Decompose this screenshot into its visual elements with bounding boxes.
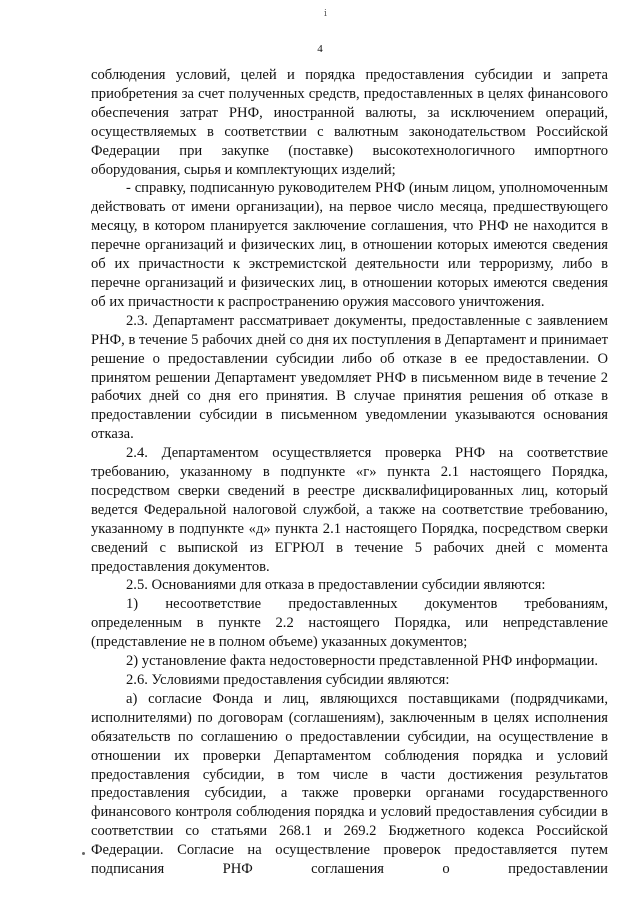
paragraph-certificate-item: - справку, подписанную руководителем РНФ (иным лицом, уполномоченным действовать от имени организации), на первое число месяца, предшествующего месяцу, в котором планируется заключение соглашения, что РНФ не находится в перечне организаций и физических лиц, в отношении которых имеются сведения об их причастности к экстремистской деятельности или терроризму, либо в перечне организаций и физических лиц, в отношении которых имеются сведения об их причастности к распространению оружия массового уничтожения. — [91, 180, 608, 310]
paragraph-2-4: 2.4. Департаментом осуществляется проверка РНФ на соответствие требованию, указанному в подпункте «г» пункта 2.1 настоящего Порядка, посредством сверки сведений в реестре дисквалифицированных лиц, который ведется Федеральной налоговой службой, а также на соответствие требованию, указанному в подпункте «д» пункта 2.1 настоящего Порядка, посредством сверки сведений с выпиской из ЕГРЮЛ в течение 5 рабочих дней с момента предоставления документов. — [91, 445, 608, 575]
paragraph-2-6-item-a: а) согласие Фонда и лиц, являющихся поставщиками (подрядчиками, исполнителями) по договорам (соглашениям), заключенным в целях исполнения обязательств по соглашению о предоставлении субсидии, на осуществление в отношении их проверки Департаментом соблюдения порядка и условий предоставления субсидии, в том числе в части достижения результатов предоставления субсидии, а также проверки органами государственного финансового контроля соблюдения порядка и условий предоставления субсидии в соответствии со статьями 268.1 и 269.2 Бюджетного кодекса Российской Федерации. Согласие на осуществление проверок предоставляется путем подписания РНФ соглашения о предоставлении — [91, 690, 608, 878]
document-body — [91, 66, 608, 879]
paragraph-conditions-continued: соблюдения условий, целей и порядка предоставления субсидии и запрета приобретения за счет полученных средств, предоставленных в целях финансового обеспечения затрат РНФ, иностранной валюты, за исключением операций, осуществляемых в соответствии с валютным законодательством Российской Федерации при закупке (поставке) высокотехнологичного импортного оборудования, сырья и комплектующих изделий; — [91, 67, 608, 178]
paragraph-2-3: 2.3. Департамент рассматривает документы, предоставленные с заявлением РНФ, в течение 5 рабочих дней со дня их поступления в Департамент и принимает решение о предоставлении субсидии либо об отказе в ее предоставлении. О принятом решении Департамент уведомляет РНФ в письменном виде в течение 2 рабочих дней со дня его принятия. В случае принятия решения об отказе в предоставлении субсидии в письменном уведомлении указываются основания отказа. — [91, 312, 608, 443]
paragraph-2-5: 2.5. Основаниями для отказа в предоставлении субсидии являются: — [126, 577, 546, 594]
scan-speck — [82, 852, 85, 855]
scan-mark: ⅰ — [324, 8, 327, 18]
paragraph-2-6: 2.6. Условиями предоставления субсидии являются: — [126, 672, 450, 688]
paragraph-2-5-item-2: 2) установление факта недостоверности представленной РНФ информации. — [126, 653, 599, 670]
page-number: 4 — [317, 43, 323, 55]
paragraph-2-5-item-1: 1) несоответствие предоставленных документов требованиям, определенным в пункте 2.2 настоящего Порядка, или непредставление (представление не в полном объеме) указанных документов; — [91, 596, 608, 651]
